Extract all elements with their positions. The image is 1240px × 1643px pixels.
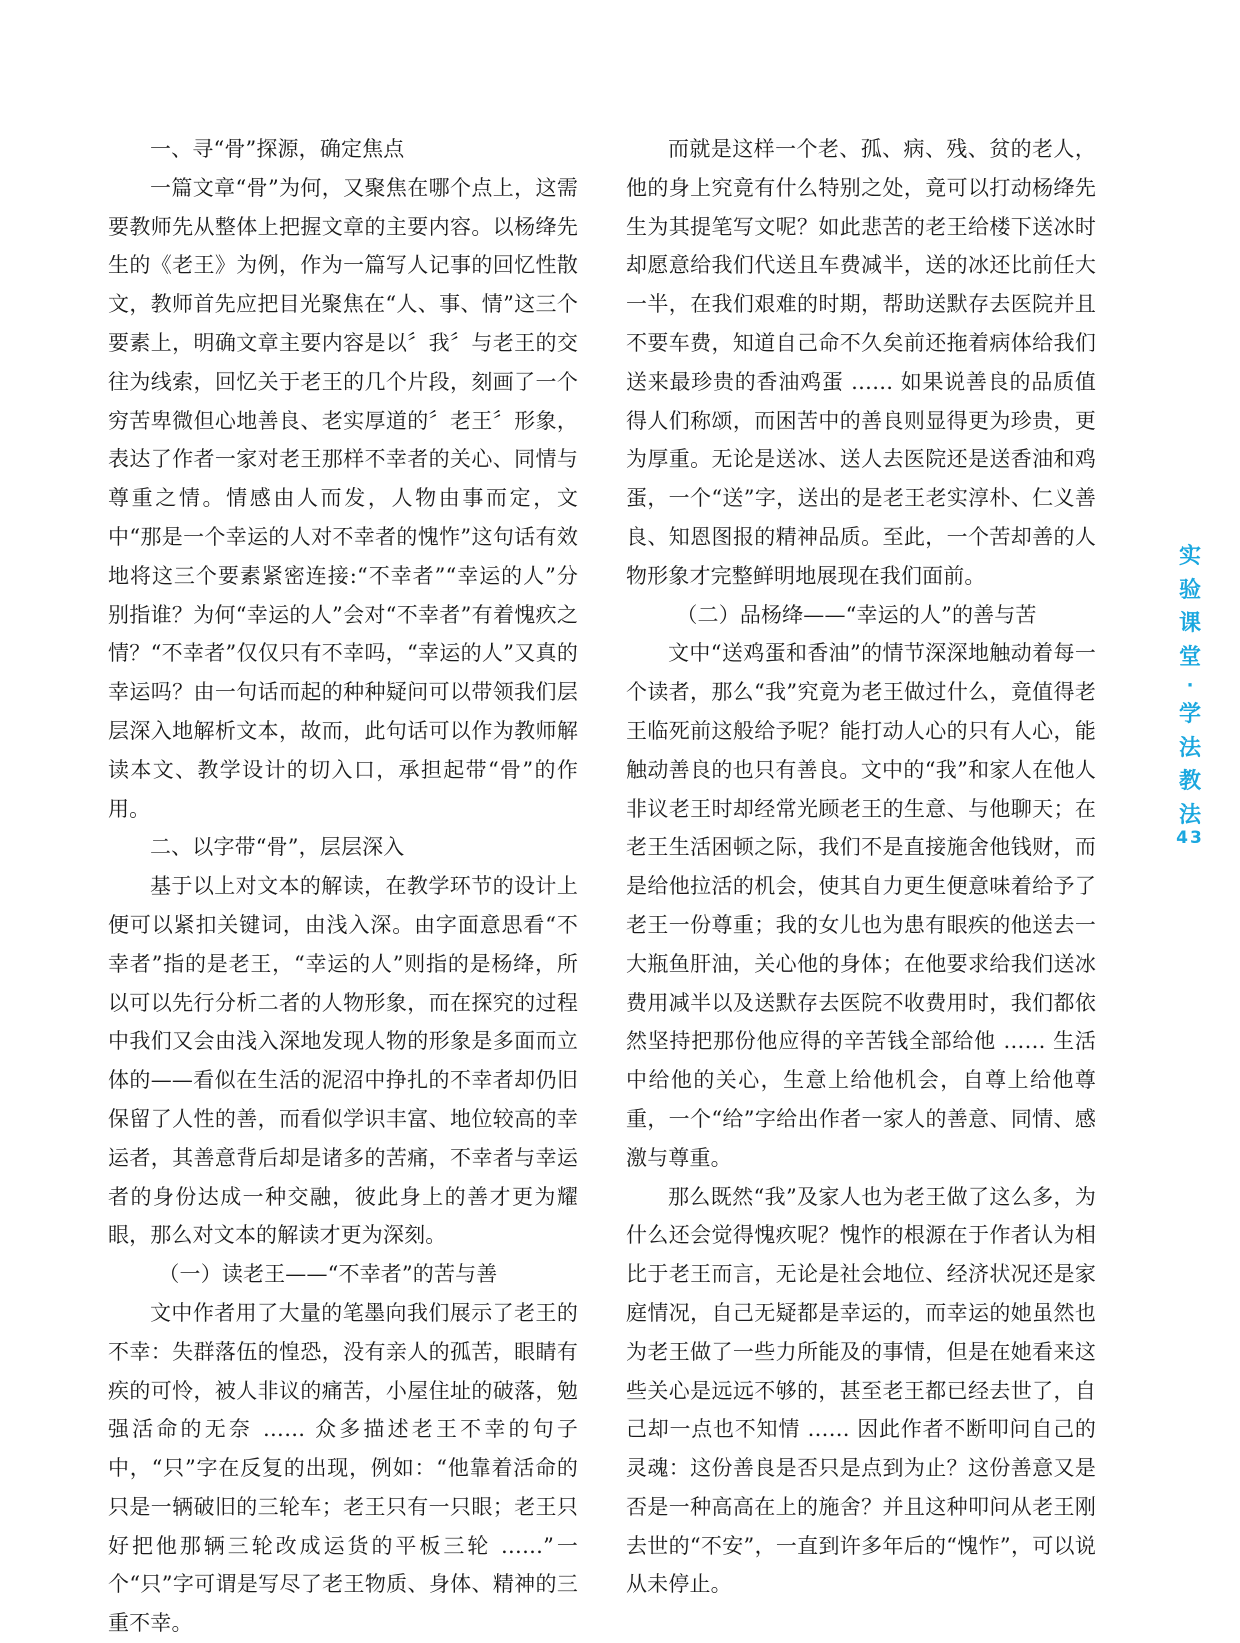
right-column — [626, 130, 1096, 1604]
section-heading-1: 一、寻“骨”探源，确定焦点 — [150, 137, 405, 161]
sidebar-char: 验 — [1178, 577, 1201, 603]
paragraph-4: 而就是这样一个老、孤、病、残、贫的老人，他的身上究竟有什么特别之处，竟可以打动杨绛先生为其提笔写文呢？如此悲苦的老王给楼下送冰时却愿意给我们代送且车费减半，送的冰还比前任大一半，在我们艰难的时期，帮助送默存去医院并且不要车费，知道自己命不久矣前还拖着病体给我们送来最珍贵的香油鸡蛋 …… 如果说善良的品质值得人们称颂，而困苦中的善良则显得更为珍贵，更为厚重。无论是送冰、送人去医院还是送香油和鸡蛋，一个“送”字，送出的是老王老实淳朴、仁义善良、知恩图报的精神品质。至此，一个苦却善的人物形象才完整鲜明地展现在我们面前。 — [626, 137, 1096, 588]
paragraph-5: 文中“送鸡蛋和香油”的情节深深地触动着每一个读者，那么“我”究竟为老王做过什么，竟值得老王临死前这般给予呢？能打动人心的只有人心，能触动善良的也只有善良。文中的“我”和家人在他人非议老王时却经常光顾老王的生意、与他聊天；在老王生活困顿之际，我们不是直接施舍他钱财，而是给他拉活的机会，使其自力更生便意味着给予了老王一份尊重；我的女儿也为患有眼疾的他送去一大瓶鱼肝油，关心他的身体；在他要求给我们送冰费用减半以及送默存去医院不收费用时，我们都依然坚持把那份他应得的辛苦钱全部给他 …… 生活中给他的关心，生意上给他机会，自尊上给他尊重，一个“给”字给出作者一家人的善意、同情、感激与尊重。 — [626, 641, 1096, 1170]
sidebar-char: 课 — [1178, 611, 1201, 636]
sidebar-char: 实 — [1178, 544, 1201, 569]
paragraph-2: 基于以上对文本的解读，在教学环节的设计上便可以紧扣关键词，由浅入深。由字面意思看“不幸者”指的是老王，“幸运的人”则指的是杨绛，所以可以先行分析二者的人物形象，而在探究的过程中我们又会由浅入深地发现人物的形象是多面而立体的——看似在生活的泥沼中挣扎的不幸者却仍旧保留了人性的善，而看似学识丰富、地位较高的幸运者，其善意背后却是诸多的苦痛，不幸者与幸运者的身份达成一种交融，彼此身上的善才更为耀眼，那么对文本的解读才更为深刻。 — [108, 874, 578, 1248]
left-column — [108, 130, 578, 1643]
sidebar-separator: · — [1186, 675, 1194, 696]
page-number: 43 — [1176, 828, 1204, 848]
section-sidebar-label — [1176, 540, 1204, 832]
section-heading-2: 二、以字带“骨”，层层深入 — [150, 835, 405, 860]
sidebar-char: 法 — [1178, 735, 1201, 761]
paragraph-6: 那么既然“我”及家人也为老王做了这么多，为什么还会觉得愧疚呢？愧怍的根源在于作者认为相比于老王而言，无论是社会地位、经济状况还是家庭情况，自己无疑都是幸运的，而幸运的她虽然也为老王做了一些力所能及的事情，但是在她看来这些关心是远远不够的，甚至老王都已经去世了，自己却一点也不知情 …… 因此作者不断叩问自己的灵魂：这份善良是否只是点到为止？这份善意又是否是一种高高在上的施舍？并且这种叩问从老王刚去世的“不安”，一直到许多年后的“愧怍”，可以说从未停止。 — [626, 1184, 1096, 1597]
sidebar-char: 法 — [1178, 802, 1201, 828]
sidebar-char: 教 — [1178, 769, 1201, 794]
sidebar-char: 学 — [1178, 702, 1201, 727]
paragraph-1: 一篇文章“骨”为何，又聚焦在哪个点上，这需要教师先从整体上把握文章的主要内容。以杨绛先生的《老王》为例，作为一篇写人记事的回忆性散文，教师首先应把目光聚焦在“人、事、情”这三个要素上，明确文章主要内容是以〞我〞与老王的交往为线索，回忆关于老王的几个片段，刻画了一个穷苦卑微但心地善良、老实厚道的〞老王〞形象，表达了作者一家对老王那样不幸者的关心、同情与尊重之情。情感由人而发，人物由事而定，文中“那是一个幸运的人对不幸者的愧怍”这句话有效地将这三个要素紧密连接:“不幸者”“幸运的人”分别指谁？为何“幸运的人”会对“不幸者”有着愧疚之情？“不幸者”仅仅只有不幸吗，“幸运的人”又真的幸运吗？由一句话而起的种种疑问可以带领我们层层深入地解析文本，故而，此句话可以作为教师解读本文、教学设计的切入口，承担起带“骨”的作用。 — [108, 175, 578, 821]
subsection-heading-2: （二）品杨绛——“幸运的人”的善与苦 — [676, 602, 1037, 627]
paragraph-3: 文中作者用了大量的笔墨向我们展示了老王的不幸：失群落伍的惶恐，没有亲人的孤苦，眼睛有疾的可怜，被人非议的痛苦，小屋住址的破落，勉强活命的无奈 …… 众多描述老王不幸的句子中，“只”字在反复的出现，例如：“他靠着活命的只是一辆破旧的三轮车；老王只有一只眼；老王只好把他那辆三轮改成运货的平板三轮 ……”一个“只”字可谓是写尽了老王物质、身体、精神的三重不幸。 — [108, 1300, 578, 1636]
sidebar-char: 堂 — [1178, 644, 1201, 670]
subsection-heading-1: （一）读老王——“不幸者”的苦与善 — [158, 1262, 498, 1287]
